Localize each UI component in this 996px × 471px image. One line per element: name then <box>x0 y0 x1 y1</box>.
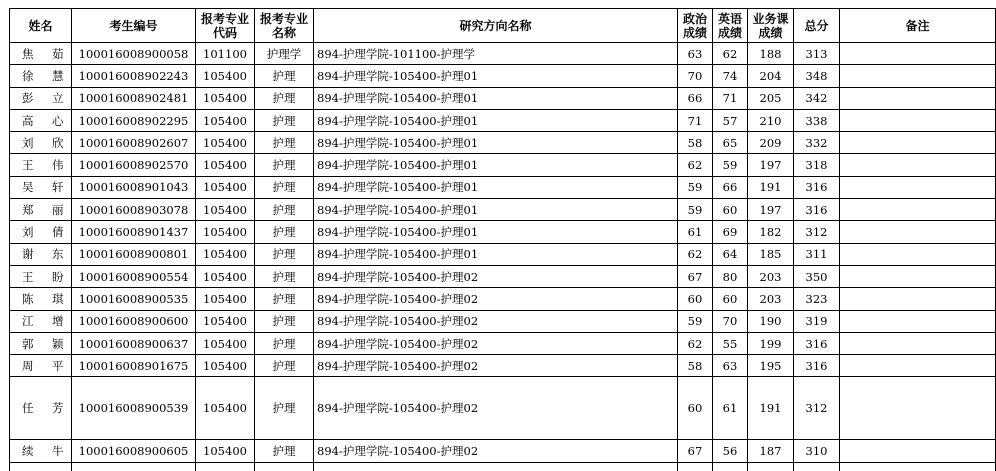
cell-major-name: 护理 <box>255 310 314 332</box>
cell-politics: 70 <box>678 65 713 87</box>
table-row <box>10 109 996 131</box>
cell-remarks <box>840 176 996 198</box>
name-given: 心 <box>52 113 64 128</box>
table-row <box>10 332 996 354</box>
cell-direction: 894-护理学院-105400-护理01 <box>314 109 678 131</box>
cell-politics: 62 <box>678 154 713 176</box>
header-major-name: 报考专业名称 <box>255 9 314 43</box>
name-surname: 彭 <box>22 91 34 106</box>
score-table <box>9 8 996 471</box>
table-row <box>10 87 996 109</box>
cell-total: 319 <box>794 310 840 332</box>
header-politics: 政治成绩 <box>678 9 713 43</box>
cell-major-code: 105400 <box>196 221 255 243</box>
cell-professional: 191 <box>748 377 794 440</box>
name-given: 平 <box>52 358 64 373</box>
cell-remarks <box>840 310 996 332</box>
name-given: 芳 <box>52 401 64 416</box>
cell-exam-no: 100016008900535 <box>72 288 196 310</box>
cell-partial <box>713 462 748 471</box>
name-surname: 王 <box>22 269 34 284</box>
cell-politics: 58 <box>678 355 713 377</box>
cell-direction: 894-护理学院-101100-护理学 <box>314 43 678 65</box>
cell-total: 318 <box>794 154 840 176</box>
cell-partial <box>748 462 794 471</box>
cell-english: 66 <box>713 176 748 198</box>
cell-major-code: 105400 <box>196 310 255 332</box>
cell-politics: 67 <box>678 265 713 287</box>
cell-remarks <box>840 154 996 176</box>
cell-major-code: 105400 <box>196 65 255 87</box>
cell-major-name: 护理 <box>255 199 314 221</box>
name-given: 伟 <box>52 158 64 173</box>
cell-remarks <box>840 65 996 87</box>
cell-exam-no: 100016008902481 <box>72 87 196 109</box>
cell-direction: 894-护理学院-105400-护理02 <box>314 440 678 462</box>
cell-professional: 203 <box>748 288 794 310</box>
header-professional: 业务课成绩 <box>748 9 794 43</box>
cell-major-code: 105400 <box>196 243 255 265</box>
cell-remarks <box>840 288 996 310</box>
cell-exam-no: 100016008900637 <box>72 332 196 354</box>
table-row <box>10 355 996 377</box>
cell-partial <box>678 462 713 471</box>
cell-name <box>10 288 72 310</box>
table-row <box>10 288 996 310</box>
cell-direction: 894-护理学院-105400-护理02 <box>314 288 678 310</box>
header-row <box>10 9 996 43</box>
cell-exam-no: 100016008903078 <box>72 199 196 221</box>
cell-direction: 894-护理学院-105400-护理02 <box>314 265 678 287</box>
cell-name <box>10 109 72 131</box>
cell-major-name: 护理 <box>255 154 314 176</box>
name-surname: 续 <box>22 444 34 459</box>
table-row <box>10 377 996 440</box>
cell-professional: 197 <box>748 199 794 221</box>
cell-direction: 894-护理学院-105400-护理01 <box>314 87 678 109</box>
cell-major-code: 105400 <box>196 288 255 310</box>
cell-english: 61 <box>713 377 748 440</box>
table-header <box>10 9 996 43</box>
name-given: 倩 <box>52 225 64 240</box>
cell-name <box>10 176 72 198</box>
cell-name <box>10 132 72 154</box>
cell-politics: 62 <box>678 332 713 354</box>
cell-english: 62 <box>713 43 748 65</box>
name-surname: 刘 <box>22 225 34 240</box>
cell-professional: 191 <box>748 176 794 198</box>
cell-professional: 203 <box>748 265 794 287</box>
cell-direction: 894-护理学院-105400-护理02 <box>314 355 678 377</box>
cell-professional: 205 <box>748 87 794 109</box>
cell-english: 59 <box>713 154 748 176</box>
cell-total: 311 <box>794 243 840 265</box>
cell-professional: 197 <box>748 154 794 176</box>
name-surname: 郭 <box>22 336 34 351</box>
name-surname: 陈 <box>22 291 34 306</box>
name-surname: 江 <box>22 314 34 329</box>
cell-english: 57 <box>713 109 748 131</box>
header-name: 姓名 <box>10 9 72 43</box>
header-total: 总分 <box>794 9 840 43</box>
cell-professional: 195 <box>748 355 794 377</box>
name-surname: 周 <box>22 358 34 373</box>
table-row <box>10 65 996 87</box>
name-given: 慧 <box>52 68 64 83</box>
table-row <box>10 154 996 176</box>
cell-remarks <box>840 440 996 462</box>
cell-english: 56 <box>713 440 748 462</box>
cell-professional: 199 <box>748 332 794 354</box>
cell-exam-no: 100016008902570 <box>72 154 196 176</box>
cell-english: 70 <box>713 310 748 332</box>
cell-professional: 190 <box>748 310 794 332</box>
cell-total: 316 <box>794 355 840 377</box>
cell-exam-no: 100016008900801 <box>72 243 196 265</box>
cell-major-name: 护理 <box>255 65 314 87</box>
cell-politics: 63 <box>678 43 713 65</box>
cell-partial <box>10 462 72 471</box>
cell-major-name: 护理 <box>255 355 314 377</box>
cell-remarks <box>840 199 996 221</box>
cell-major-code: 105400 <box>196 355 255 377</box>
cell-professional: 185 <box>748 243 794 265</box>
table-row <box>10 132 996 154</box>
cell-exam-no: 100016008900605 <box>72 440 196 462</box>
cell-exam-no: 100016008901437 <box>72 221 196 243</box>
cell-total: 332 <box>794 132 840 154</box>
cell-english: 74 <box>713 65 748 87</box>
cell-total: 316 <box>794 176 840 198</box>
cell-politics: 71 <box>678 109 713 131</box>
cell-direction: 894-护理学院-105400-护理01 <box>314 221 678 243</box>
table-row <box>10 43 996 65</box>
header-english: 英语成绩 <box>713 9 748 43</box>
cell-remarks <box>840 87 996 109</box>
cell-name <box>10 377 72 440</box>
cell-professional: 204 <box>748 65 794 87</box>
cell-remarks <box>840 221 996 243</box>
cell-name <box>10 65 72 87</box>
cell-politics: 66 <box>678 87 713 109</box>
cell-remarks <box>840 332 996 354</box>
cell-professional: 210 <box>748 109 794 131</box>
name-given: 琪 <box>52 291 64 306</box>
cell-major-code: 105400 <box>196 332 255 354</box>
cell-direction: 894-护理学院-105400-护理02 <box>314 377 678 440</box>
cell-direction: 894-护理学院-105400-护理02 <box>314 310 678 332</box>
cell-major-name: 护理 <box>255 377 314 440</box>
cell-total: 350 <box>794 265 840 287</box>
cell-name <box>10 440 72 462</box>
cell-major-code: 101100 <box>196 43 255 65</box>
cell-total: 310 <box>794 440 840 462</box>
cell-exam-no: 100016008902295 <box>72 109 196 131</box>
cell-total: 323 <box>794 288 840 310</box>
name-surname: 吴 <box>22 180 34 195</box>
cell-exam-no: 100016008900600 <box>72 310 196 332</box>
cell-major-code: 105400 <box>196 109 255 131</box>
name-given: 牛 <box>52 444 64 459</box>
cell-partial <box>255 462 314 471</box>
cell-professional: 187 <box>748 440 794 462</box>
table-row <box>10 310 996 332</box>
cell-exam-no: 100016008901675 <box>72 355 196 377</box>
cell-major-code: 105400 <box>196 132 255 154</box>
cell-exam-no: 100016008900058 <box>72 43 196 65</box>
cell-remarks <box>840 377 996 440</box>
cell-major-code: 105400 <box>196 176 255 198</box>
cell-name <box>10 243 72 265</box>
cell-name <box>10 221 72 243</box>
cell-major-code: 105400 <box>196 199 255 221</box>
name-surname: 焦 <box>22 46 34 61</box>
cell-politics: 59 <box>678 310 713 332</box>
cell-politics: 59 <box>678 199 713 221</box>
table-row <box>10 440 996 462</box>
table-row-partial <box>10 462 996 471</box>
cell-exam-no: 100016008902607 <box>72 132 196 154</box>
name-surname: 徐 <box>22 68 34 83</box>
cell-english: 71 <box>713 87 748 109</box>
cell-major-name: 护理 <box>255 288 314 310</box>
cell-politics: 60 <box>678 288 713 310</box>
cell-name <box>10 355 72 377</box>
name-surname: 高 <box>22 113 34 128</box>
cell-politics: 59 <box>678 176 713 198</box>
cell-direction: 894-护理学院-105400-护理01 <box>314 65 678 87</box>
cell-english: 60 <box>713 199 748 221</box>
name-surname: 谢 <box>22 247 34 262</box>
name-given: 东 <box>52 247 64 262</box>
cell-exam-no: 100016008902243 <box>72 65 196 87</box>
cell-remarks <box>840 355 996 377</box>
cell-major-name: 护理 <box>255 176 314 198</box>
score-table-container <box>9 8 996 471</box>
cell-total: 316 <box>794 199 840 221</box>
cell-direction: 894-护理学院-105400-护理01 <box>314 154 678 176</box>
name-given: 丽 <box>52 202 64 217</box>
cell-total: 342 <box>794 87 840 109</box>
cell-major-name: 护理 <box>255 243 314 265</box>
cell-english: 65 <box>713 132 748 154</box>
cell-major-code: 105400 <box>196 265 255 287</box>
cell-remarks <box>840 243 996 265</box>
cell-major-name: 护理 <box>255 440 314 462</box>
cell-remarks <box>840 132 996 154</box>
cell-politics: 58 <box>678 132 713 154</box>
cell-major-code: 105400 <box>196 440 255 462</box>
cell-major-name: 护理 <box>255 109 314 131</box>
name-given: 茹 <box>52 46 64 61</box>
cell-name <box>10 43 72 65</box>
name-given: 颖 <box>52 336 64 351</box>
cell-total: 348 <box>794 65 840 87</box>
cell-politics: 61 <box>678 221 713 243</box>
cell-partial <box>314 462 678 471</box>
name-surname: 任 <box>22 401 34 416</box>
table-row <box>10 265 996 287</box>
cell-professional: 182 <box>748 221 794 243</box>
cell-name <box>10 87 72 109</box>
cell-exam-no: 100016008901043 <box>72 176 196 198</box>
cell-remarks <box>840 109 996 131</box>
cell-major-name: 护理 <box>255 265 314 287</box>
cell-total: 312 <box>794 221 840 243</box>
name-surname: 郑 <box>22 202 34 217</box>
table-row <box>10 221 996 243</box>
cell-total: 316 <box>794 332 840 354</box>
name-surname: 刘 <box>22 135 34 150</box>
header-direction: 研究方向名称 <box>314 9 678 43</box>
cell-english: 60 <box>713 288 748 310</box>
header-remarks: 备注 <box>840 9 996 43</box>
cell-english: 55 <box>713 332 748 354</box>
cell-politics: 62 <box>678 243 713 265</box>
cell-major-name: 护理学 <box>255 43 314 65</box>
table-row <box>10 176 996 198</box>
cell-english: 69 <box>713 221 748 243</box>
cell-professional: 188 <box>748 43 794 65</box>
cell-major-code: 105400 <box>196 377 255 440</box>
name-given: 增 <box>52 314 64 329</box>
cell-remarks <box>840 43 996 65</box>
cell-major-code: 105400 <box>196 87 255 109</box>
cell-name <box>10 332 72 354</box>
cell-partial <box>794 462 840 471</box>
name-given: 立 <box>52 91 64 106</box>
cell-direction: 894-护理学院-105400-护理02 <box>314 332 678 354</box>
cell-english: 63 <box>713 355 748 377</box>
name-given: 盼 <box>52 269 64 284</box>
table-row <box>10 243 996 265</box>
cell-total: 313 <box>794 43 840 65</box>
name-surname: 王 <box>22 158 34 173</box>
cell-politics: 67 <box>678 440 713 462</box>
name-given: 欣 <box>52 135 64 150</box>
cell-major-name: 护理 <box>255 87 314 109</box>
cell-total: 338 <box>794 109 840 131</box>
cell-exam-no: 100016008900539 <box>72 377 196 440</box>
name-given: 轩 <box>52 180 64 195</box>
cell-exam-no: 100016008900554 <box>72 265 196 287</box>
cell-direction: 894-护理学院-105400-护理01 <box>314 132 678 154</box>
cell-english: 80 <box>713 265 748 287</box>
cell-name <box>10 310 72 332</box>
cell-partial <box>196 462 255 471</box>
cell-direction: 894-护理学院-105400-护理01 <box>314 243 678 265</box>
cell-partial <box>840 462 996 471</box>
cell-english: 64 <box>713 243 748 265</box>
cell-major-code: 105400 <box>196 154 255 176</box>
cell-politics: 60 <box>678 377 713 440</box>
header-major-code: 报考专业代码 <box>196 9 255 43</box>
cell-direction: 894-护理学院-105400-护理01 <box>314 199 678 221</box>
cell-professional: 209 <box>748 132 794 154</box>
cell-major-name: 护理 <box>255 132 314 154</box>
cell-name <box>10 199 72 221</box>
cell-major-name: 护理 <box>255 332 314 354</box>
table-row <box>10 199 996 221</box>
cell-name <box>10 154 72 176</box>
cell-direction: 894-护理学院-105400-护理01 <box>314 176 678 198</box>
cell-remarks <box>840 265 996 287</box>
cell-partial <box>72 462 196 471</box>
header-exam-no: 考生编号 <box>72 9 196 43</box>
cell-name <box>10 265 72 287</box>
cell-major-name: 护理 <box>255 221 314 243</box>
cell-total: 312 <box>794 377 840 440</box>
table-body <box>10 43 996 471</box>
